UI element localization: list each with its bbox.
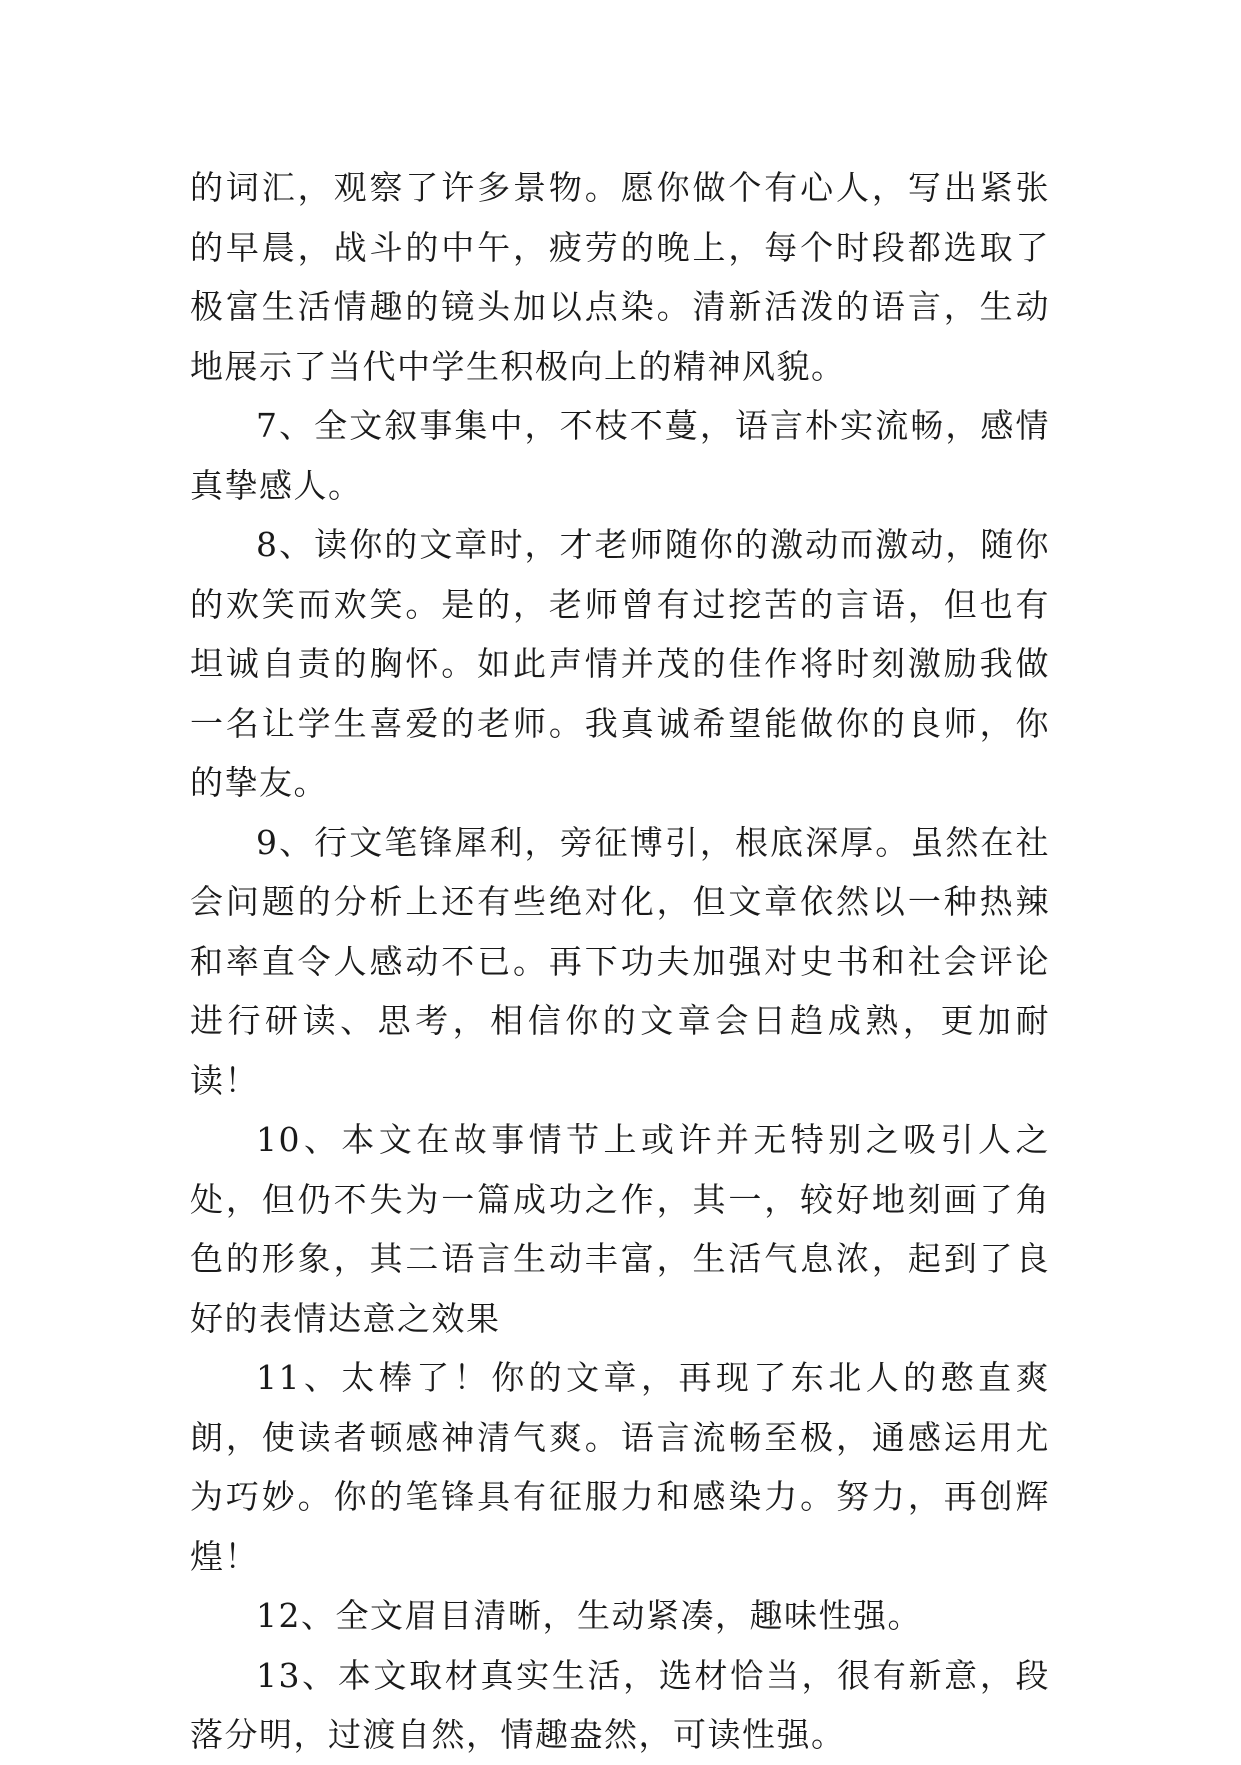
paragraph-comment-13: 13、本文取材真实生活，选材恰当，很有新意，段落分明，过渡自然，情趣盎然，可读性强。 (190, 1655, 1050, 1754)
document-body (190, 158, 1050, 1765)
paragraph-comment-12: 12、全文眉目清晰，生动紧凑，趣味性强。 (256, 1596, 922, 1635)
paragraph-comment-7: 7、全文叙事集中，不枝不蔓，语言朴实流畅，感情真挚感人。 (190, 406, 1050, 505)
paragraph-comment-11: 11、太棒了！你的文章，再现了东北人的憨直爽朗，使读者顿感神清气爽。语言流畅至极，通感运用尤为巧妙。你的笔锋具有征服力和感染力。努力，再创辉煌！ (190, 1358, 1050, 1576)
paragraph-comment-10: 10、本文在故事情节上或许并无特别之吸引人之处，但仍不失为一篇成功之作，其一，较好地刻画了角色的形象，其二语言生动丰富，生活气息浓，起到了良好的表情达意之效果 (190, 1120, 1050, 1338)
paragraph-comment-9: 9、行文笔锋犀利，旁征博引，根底深厚。虽然在社会问题的分析上还有些绝对化，但文章依然以一种热辣和率直令人感动不已。再下功夫加强对史书和社会评论进行研读、思考，相信你的文章会日趋成熟，更加耐读！ (190, 822, 1050, 1100)
paragraph-comment-8: 8、读你的文章时，才老师随你的激动而激动，随你的欢笑而欢笑。是的，老师曾有过挖苦的言语，但也有坦诚自责的胸怀。如此声情并茂的佳作将时刻激励我做一名让学生喜爱的老师。我真诚希望能做你的良师，你的挚友。 (190, 525, 1050, 802)
paragraph-continued: 的词汇，观察了许多景物。愿你做个有心人，写出紧张的早晨，战斗的中午，疲劳的晚上，每个时段都选取了极富生活情趣的镜头加以点染。清新活泼的语言，生动地展示了当代中学生积极向上的精神风貌。 (190, 168, 1050, 386)
